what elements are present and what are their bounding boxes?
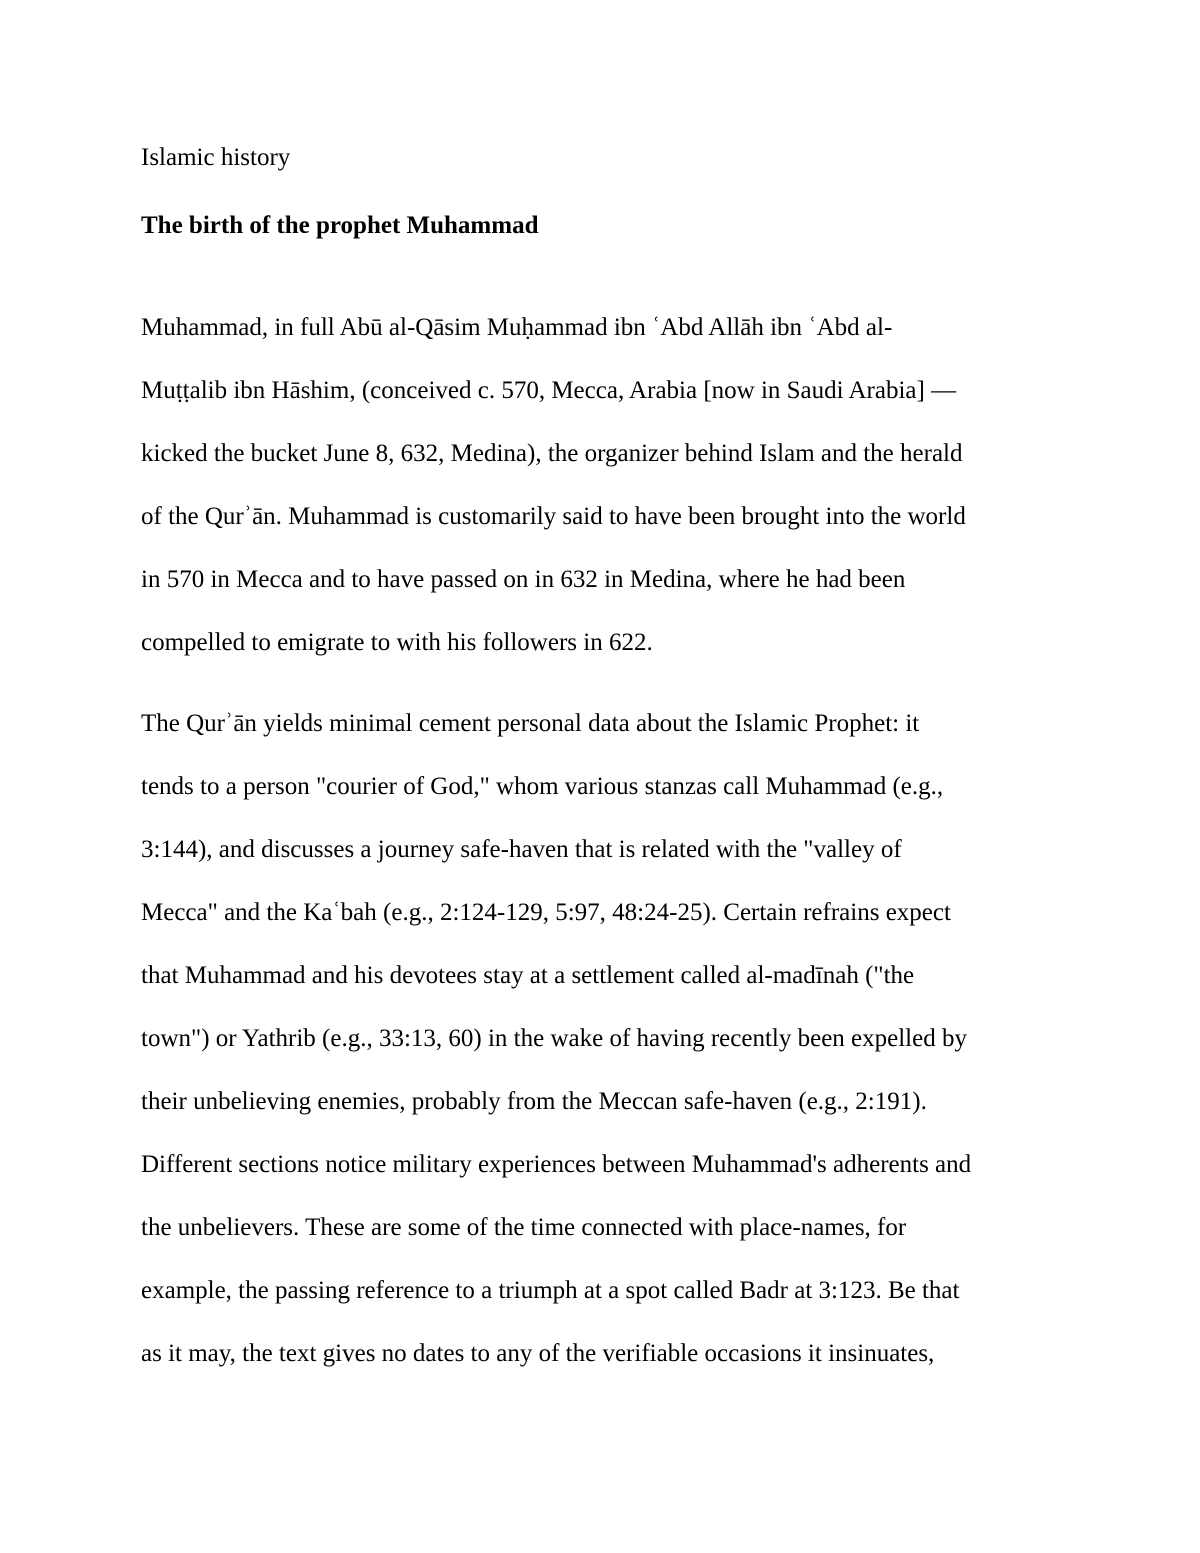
section-heading: The birth of the prophet Muhammad bbox=[141, 212, 539, 239]
paragraph-line: of the Qurʾān. Muhammad is customarily said to have been brought into the world bbox=[141, 503, 966, 530]
paragraph-line: kicked the bucket June 8, 632, Medina), the organizer behind Islam and the herald bbox=[141, 440, 963, 467]
paragraph-line: The Qurʾān yields minimal cement personal data about the Islamic Prophet: it bbox=[141, 710, 920, 737]
paragraph-line: that Muhammad and his devotees stay at a settlement called al-madīnah ("the bbox=[141, 962, 915, 989]
paragraph-line: Muṭṭalib ibn Hāshim, (conceived c. 570, Mecca, Arabia [now in Saudi Arabia] — bbox=[141, 377, 957, 404]
paragraph-line: Different sections notice military experiences between Muhammad's adherents and bbox=[141, 1151, 972, 1178]
paragraph-line: 3:144), and discusses a journey safe-haven that is related with the "valley of bbox=[141, 836, 902, 863]
paragraph-1 bbox=[141, 296, 1061, 674]
paragraph-line: Mecca" and the Kaʿbah (e.g., 2:124-129, 5:97, 48:24-25). Certain refrains expect bbox=[141, 899, 951, 926]
paragraph-line: tends to a person "courier of God," whom various stanzas call Muhammad (e.g., bbox=[141, 773, 944, 800]
document-body bbox=[141, 126, 1061, 1385]
paragraph-2 bbox=[141, 692, 1061, 1385]
paragraph-line: as it may, the text gives no dates to any of the verifiable occasions it insinuates, bbox=[141, 1340, 935, 1367]
paragraph-line: example, the passing reference to a triumph at a spot called Badr at 3:123. Be that bbox=[141, 1277, 960, 1304]
paragraph-line: the unbelievers. These are some of the time connected with place-names, for bbox=[141, 1214, 907, 1241]
paragraph-line: in 570 in Mecca and to have passed on in 632 in Medina, where he had been bbox=[141, 566, 906, 593]
paragraph-line: compelled to emigrate to with his followers in 622. bbox=[141, 629, 653, 656]
paragraph-line: town") or Yathrib (e.g., 33:13, 60) in the wake of having recently been expelled by bbox=[141, 1025, 967, 1052]
document-title: Islamic history bbox=[141, 144, 291, 171]
paragraph-line: Muhammad, in full Abū al-Qāsim Muḥammad ibn ʿAbd Allāh ibn ʿAbd al- bbox=[141, 314, 893, 341]
paragraph-line: their unbelieving enemies, probably from the Meccan safe-haven (e.g., 2:191). bbox=[141, 1088, 927, 1115]
